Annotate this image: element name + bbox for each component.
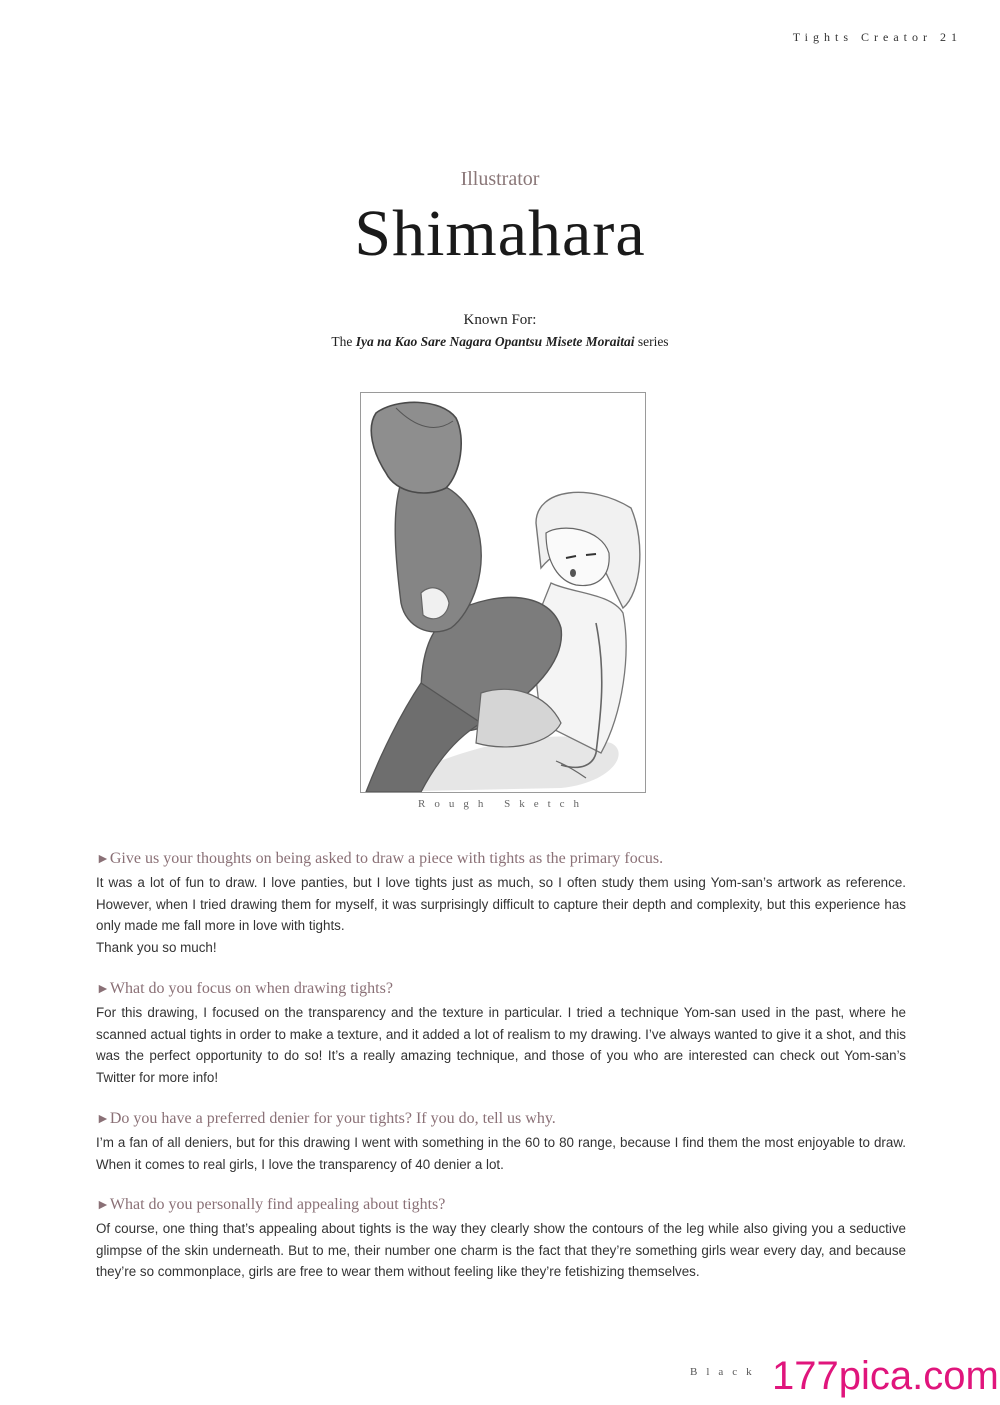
question-text: Do you have a preferred denier for your tights? If you do, tell us why. [109,1110,556,1127]
known-for-work [0,334,1000,350]
question-text: What do you focus on when drawing tights? [109,980,393,997]
question [96,1110,906,1128]
question-text: What do you personally find appealing about tights? [109,1196,446,1213]
answer: Of course, one thing that’s appealing about tights is the way they clearly show the contours of the leg while also giving you a seductive glimpse of the skin underneath. But to me, their number one charm is the fact that they’re something girls wear every day, and because they’re so commonplace, girls are free to wear them without feeling like they’re fetishizing themselves. [96,1221,906,1280]
answer: I’m a fan of all deniers, but for this drawing I went with something in the 60 to 80 range, because I find them the most enjoyable to draw. When it comes to real girls, I love the transparency of 40 denier a lot. [96,1135,906,1172]
known-for-label: Known For: [463,312,537,328]
footer-running-text: Black [690,1366,761,1378]
role-label: Illustrator [460,168,540,190]
triangle-icon: ► [96,982,110,997]
triangle-icon: ► [96,1112,110,1127]
triangle-icon: ► [96,1198,110,1213]
rough-sketch-illustration [360,392,646,793]
figure-caption: Rough Sketch [417,798,589,810]
question [96,1196,906,1214]
qa-block-4 [96,1196,906,1283]
answer [96,872,906,958]
known-for-prefix: The [331,334,356,349]
known-for-suffix: series [634,334,669,349]
page-title: Shimahara [354,197,646,270]
qa-block-3 [96,1110,906,1175]
answer-text: It was a lot of fun to draw. I love panties, but I love tights just as much, so I often study them using Yom-san’s artwork as reference. However, when I tried drawing them for myself, it was surprisingly difficult to capture their depth and complexity, but this experience has only made me fall more in love with tights. [96,875,906,934]
answer: For this drawing, I focused on the transparency and the texture in particular. I tried a technique Yom-san used in the past, where he scanned actual tights in order to make a texture, and it added a lot of realism to my drawing. I’ve always wanted to give it a shot, and this was the perfect opportunity to do so! It’s a really amazing technique, and those of you who are interested can check out Yom-san’s Twitter for more info! [96,1005,906,1085]
running-head: Tights Creator 21 [792,30,962,44]
sketch-drawing [361,393,645,792]
qa-block-2 [96,980,906,1088]
triangle-icon: ► [96,852,110,867]
question [96,980,906,998]
watermark-link[interactable]: 177pica.com [768,1352,1000,1400]
qa-block-1 [96,850,906,958]
known-for-title: Iya na Kao Sare Nagara Opantsu Misete Moraitai [355,334,635,349]
question-text: Give us your thoughts on being asked to draw a piece with tights as the primary focus. [109,850,664,867]
answer-extra: Thank you so much! [96,939,217,955]
question [96,850,906,868]
